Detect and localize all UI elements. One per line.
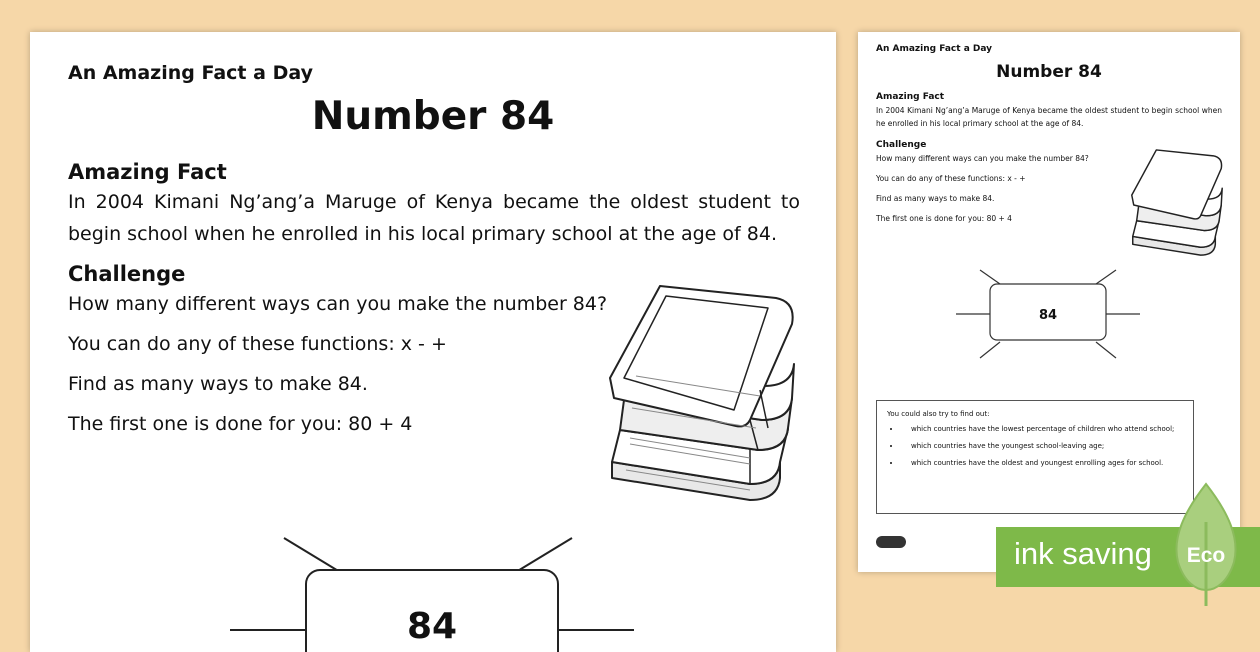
challenge-line: Find as many ways to make 84. (68, 373, 368, 395)
worksheet-main (30, 32, 836, 652)
fact-heading: Amazing Fact (68, 160, 227, 184)
preview-challenge-heading: Challenge (876, 140, 927, 150)
fact-text: In 2004 Kimani Ng’ang’a Maruge of Kenya became the oldest student to begin school when he enrolled in his local primary school at the age of 84. (68, 191, 800, 245)
preview-challenge-line: How many different ways can you make the number 84? (876, 154, 1089, 163)
preview-series-title: An Amazing Fact a Day (876, 44, 993, 54)
page-title: Number 84 (311, 94, 555, 139)
preview-challenge-line: The first one is done for you: 80 + 4 (876, 214, 1012, 223)
challenge-line: The first one is done for you: 80 + 4 (68, 413, 413, 435)
preview-challenge-line: Find as many ways to make 84. (876, 194, 995, 203)
preview-fact-text: In 2004 Kimani Ng’ang’a Maruge of Kenya became the oldest student to begin school when he enrolled in his local primary school at the age of 84. (876, 106, 1222, 128)
preview-challenge-line: You can do any of these functions: x - + (876, 174, 1026, 183)
publisher-logo (876, 536, 906, 548)
extension-intro: You could also try to find out: (887, 410, 990, 418)
preview-books-illustration (1126, 146, 1226, 262)
preview-center-number: 84 (1038, 308, 1058, 323)
extension-box (876, 400, 1194, 514)
challenge-line: How many different ways can you make the number 84? (68, 293, 608, 315)
list-item: • which countries have the oldest and youngest enrolling ages for school. (901, 458, 1183, 469)
series-title: An Amazing Fact a Day (68, 62, 313, 84)
list-item: • which countries have the youngest school-leaving age; (901, 441, 1183, 452)
preview-fact-heading: Amazing Fact (876, 92, 945, 102)
books-illustration (600, 278, 800, 514)
challenge-heading: Challenge (68, 262, 186, 286)
list-item: • which countries have the lowest percentage of children who attend school; (901, 424, 1183, 435)
center-number: 84 (406, 606, 458, 647)
badge-label: ink saving (1014, 536, 1152, 571)
challenge-line: You can do any of these functions: x - + (68, 333, 447, 355)
eco-label: Eco (1186, 544, 1226, 567)
preview-title: Number 84 (996, 62, 1102, 82)
